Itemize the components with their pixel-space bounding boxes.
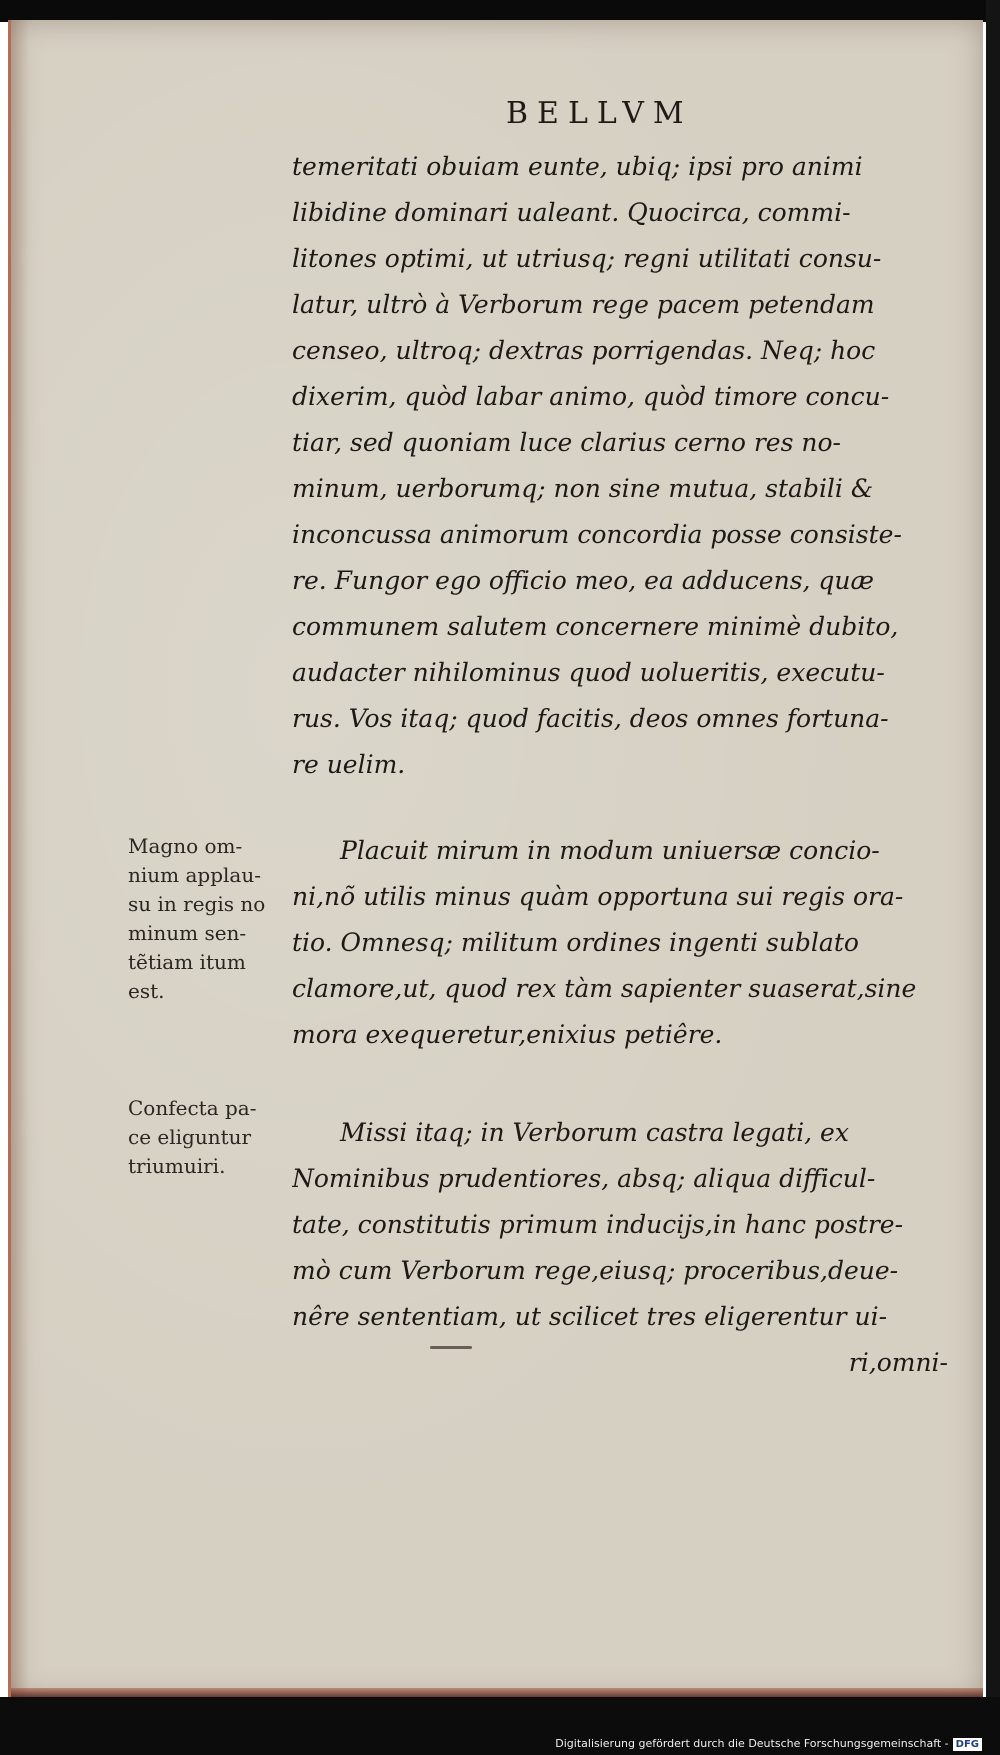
text-line: inconcussa animorum concordia posse consiste- xyxy=(292,520,902,549)
catchword: ri,omni- xyxy=(848,1348,948,1377)
credit-text: Digitalisierung gefördert durch die Deutsche Forschungsgemeinschaft - xyxy=(555,1737,949,1750)
marginal-line: ce eliguntur xyxy=(128,1125,252,1149)
marginal-line: Confecta pa- xyxy=(128,1096,257,1120)
right-frame-bar xyxy=(986,0,1000,1755)
top-frame-bar xyxy=(0,0,1000,22)
text-line: litones optimi, ut utriusq; regni utilitati consu- xyxy=(292,244,882,273)
text-line: rus. Vos itaq; quod facitis, deos omnes fortuna- xyxy=(292,704,889,733)
text-line: minum, uerborumq; non sine mutua, stabili & xyxy=(292,474,874,503)
text-line: libidine dominari ualeant. Quocirca, commi- xyxy=(292,198,851,227)
text-line: nêre sententiam, ut scilicet tres eligerentur ui- xyxy=(292,1302,888,1331)
text-line: re uelim. xyxy=(292,750,406,779)
text-line: dixerim, quòd labar animo, quòd timore concu- xyxy=(292,382,890,411)
text-line: tio. Omnesq; militum ordines ingenti sublato xyxy=(292,928,859,957)
text-line: clamore,ut, quod rex tàm sapienter suaserat,sine xyxy=(292,974,917,1003)
text-line: tiar, sed quoniam luce clarius cerno res no- xyxy=(292,428,841,457)
marginal-line: tẽtiam itum xyxy=(128,950,246,974)
text-line: re. Fungor ego officio meo, ea adducens, quæ xyxy=(292,566,875,595)
running-head: BELLVM xyxy=(506,96,693,131)
text-line: Missi itaq; in Verborum castra legati, ex xyxy=(340,1118,849,1147)
paragraph-gap xyxy=(292,788,974,828)
text-line: Nominibus prudentiores, absq; aliqua difficul- xyxy=(292,1164,876,1193)
text-line: latur, ultrò à Verborum rege pacem petendam xyxy=(292,290,875,319)
text-line: communem salutem concernere minimè dubito, xyxy=(292,612,899,641)
text-line: censeo, ultroq; dextras porrigendas. Neq; hoc xyxy=(292,336,876,365)
paragraph-gap xyxy=(292,1058,974,1110)
marginal-note xyxy=(128,832,288,1006)
text-line: audacter nihilominus quod uolueritis, executu- xyxy=(292,658,885,687)
text-line: mò cum Verborum rege,eiusq; proceribus,deue- xyxy=(292,1256,899,1285)
dfg-logo-icon: DFG xyxy=(953,1738,982,1751)
marginal-line: minum sen- xyxy=(128,921,247,945)
marginal-line: est. xyxy=(128,979,165,1003)
digitization-credit xyxy=(555,1737,982,1751)
text-line: temeritati obuiam eunte, ubiq; ipsi pro animi xyxy=(292,152,863,181)
marginal-line: su in regis no xyxy=(128,892,266,916)
text-line: ni,nõ utilis minus quàm opportuna sui regis ora- xyxy=(292,882,904,911)
marginal-line: Magno om- xyxy=(128,834,243,858)
main-text xyxy=(292,144,974,1386)
marginal-note xyxy=(128,1094,288,1181)
marginal-line: nium applau- xyxy=(128,863,261,887)
text-line: tate, constitutis primum inducijs,in hanc postre- xyxy=(292,1210,904,1239)
text-line: Placuit mirum in modum uniuersæ concio- xyxy=(340,836,880,865)
ornament-dash xyxy=(430,1346,472,1349)
text-line: mora exequeretur,enixius petiêre. xyxy=(292,1020,723,1049)
marginal-line: triumuiri. xyxy=(128,1154,226,1178)
